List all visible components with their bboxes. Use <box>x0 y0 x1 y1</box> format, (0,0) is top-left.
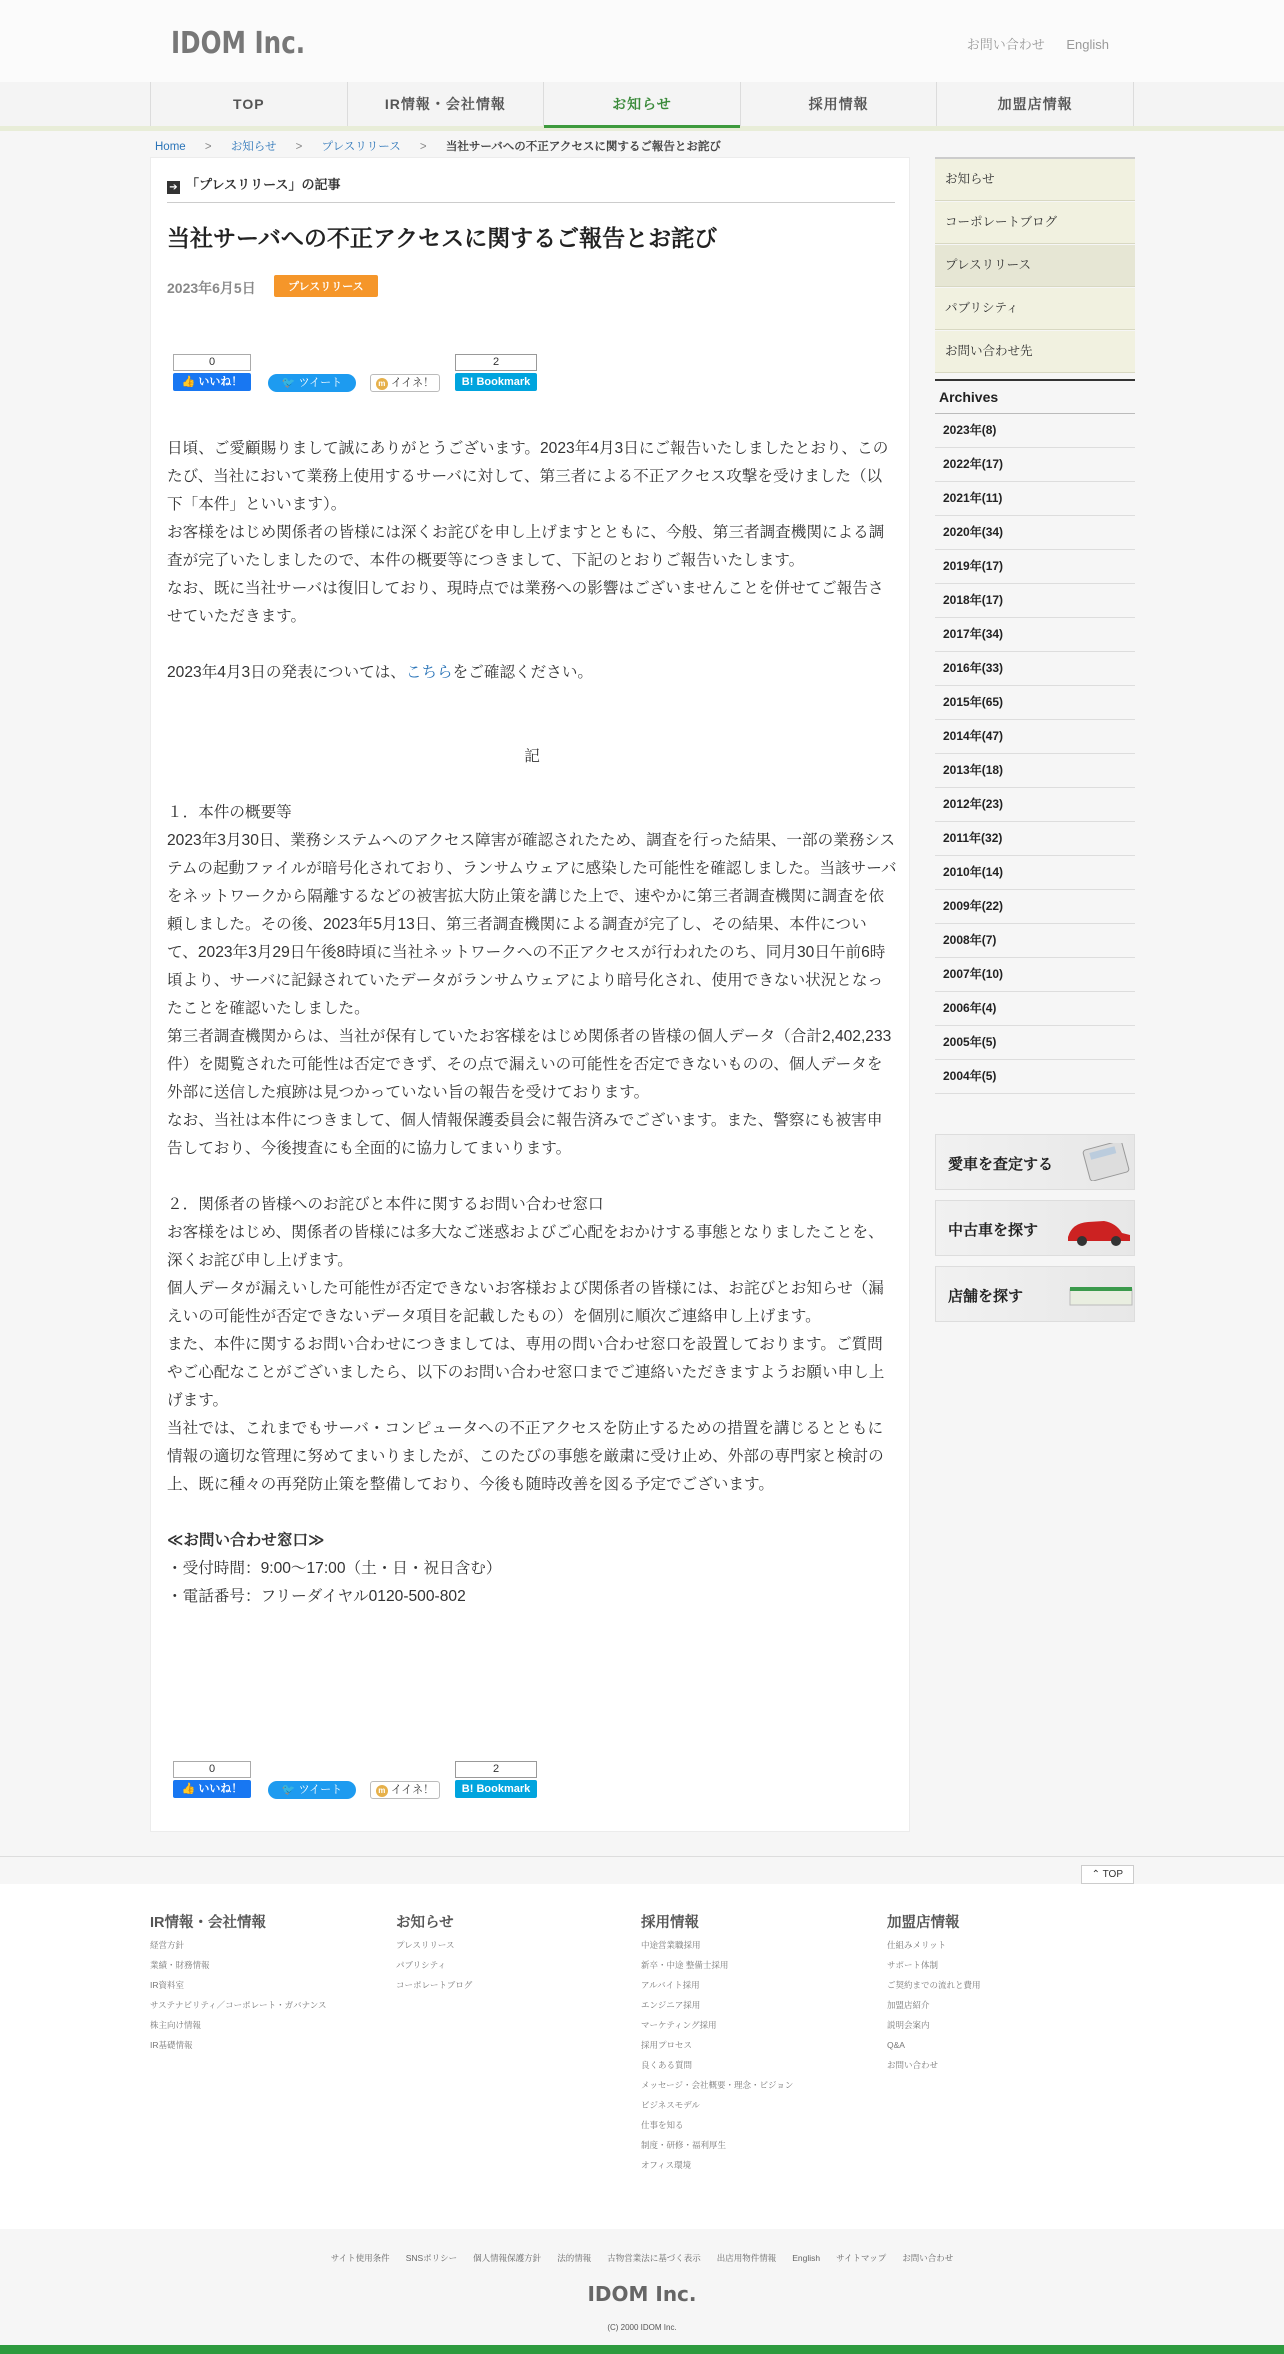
article-date: 2023年6月5日 <box>167 280 256 296</box>
archive-year[interactable]: 2013年(18) <box>935 754 1135 788</box>
ki-heading: 記 <box>524 748 540 765</box>
sidebar-item-blog[interactable]: コーポレートブログ <box>935 202 1135 244</box>
back-to-top-button[interactable]: ⌃ TOP <box>1081 1865 1134 1884</box>
footer-bottom-links <box>0 2252 1284 2264</box>
archive-year[interactable]: 2020年(34) <box>935 516 1135 550</box>
contact-hours: ・受付時間：9:00～17:00（土・日・祝日含む） <box>167 1560 502 1577</box>
footer-column <box>396 1911 636 2000</box>
category-heading <box>167 174 895 203</box>
like-button[interactable]: 👍 いいね！ <box>173 1780 251 1798</box>
facebook-like[interactable] <box>173 1761 251 1798</box>
footer-link[interactable]: プレスリリース <box>396 1940 455 1950</box>
archive-year[interactable]: 2015年(65) <box>935 686 1135 720</box>
tweet-button[interactable]: 🐦 ツイート <box>268 1781 356 1799</box>
paragraph: お客様をはじめ、関係者の皆様には多大なご迷惑およびご心配をおかけする事態となりましたことを、深くお詫び申し上げます。 <box>167 1224 884 1269</box>
breadcrumb-press[interactable]: プレスリリース <box>321 141 401 153</box>
footer-link[interactable]: 採用プロセス <box>641 2040 693 2050</box>
global-nav <box>0 82 1284 131</box>
paragraph: 当社では、これまでもサーバ・コンピュータへの不正アクセスを防止するための措置を講じるとともに情報の適切な管理に努めてまいりましたが、このたびの事態を厳粛に受け止め、外部の専門家と検討の上、既に種々の再発防止策を整備しており、今後も随時改善を図る予定でございます。 <box>167 1420 884 1493</box>
footer-link[interactable]: サポート体制 <box>887 1960 939 1970</box>
hatena-bookmark[interactable] <box>455 1761 537 1798</box>
archive-year[interactable]: 2006年(4) <box>935 992 1135 1026</box>
sidebar-item-news[interactable]: お知らせ <box>935 159 1135 201</box>
tweet-button[interactable]: 🐦 ツイート <box>268 374 356 392</box>
archive-year[interactable]: 2014年(47) <box>935 720 1135 754</box>
archive-year[interactable]: 2016年(33) <box>935 652 1135 686</box>
bookmark-count: 2 <box>455 1761 537 1778</box>
thumbs-up-icon: 👍 <box>181 1783 199 1795</box>
section-heading: １．本件の概要等 <box>167 804 292 821</box>
footer-bottom-link[interactable]: 出店用物件情報 <box>716 2253 777 2263</box>
nav-ir[interactable]: IR情報・会社情報 <box>347 82 544 126</box>
appraisal-banner[interactable]: 愛車を査定する <box>935 1134 1135 1190</box>
mixi-button[interactable]: m イイネ！ <box>370 374 440 392</box>
archive-year[interactable]: 2007年(10) <box>935 958 1135 992</box>
announcement-link[interactable]: こちら <box>405 664 453 681</box>
archive-year[interactable]: 2021年(11) <box>935 482 1135 516</box>
footer-column <box>150 1911 390 2060</box>
like-count: 0 <box>173 354 251 371</box>
footer-link[interactable]: 経営方針 <box>150 1940 185 1950</box>
breadcrumb-current: 当社サーバへの不正アクセスに関するご報告とお詫び <box>445 141 721 153</box>
footer-link[interactable]: 仕事を知る <box>641 2120 684 2130</box>
footer-bottom-link[interactable]: 古物営業法に基づく表示 <box>607 2253 701 2263</box>
english-link[interactable]: English <box>1066 37 1109 52</box>
arrow-right-icon: ➔ <box>167 181 180 194</box>
breadcrumb <box>155 138 737 154</box>
footer-link[interactable]: オフィス環境 <box>641 2160 692 2170</box>
category-label: 「プレスリリース」の記事 <box>186 177 341 192</box>
footer-link[interactable]: 新卒・中途 整備士採用 <box>641 1960 729 1970</box>
section-heading: ２．関係者の皆様へのお詫びと本件に関するお問い合わせ窓口 <box>167 1196 604 1213</box>
footer-column <box>641 1911 881 2180</box>
footer-link[interactable]: IR基礎情報 <box>150 2040 193 2050</box>
like-button[interactable]: 👍 いいね！ <box>173 373 251 391</box>
hatena-icon: B! <box>461 376 477 388</box>
footer-link[interactable]: 良くある質問 <box>641 2060 693 2070</box>
nav-news[interactable]: お知らせ <box>543 82 740 126</box>
nav-recruit[interactable]: 採用情報 <box>740 82 937 126</box>
footer-bottom <box>0 2230 1284 2345</box>
archive-year[interactable]: 2019年(17) <box>935 550 1135 584</box>
site-header <box>0 0 1284 83</box>
footer-link[interactable]: 中途営業職採用 <box>641 1940 701 1950</box>
footer-bottom-link[interactable]: サイトマップ <box>836 2253 887 2263</box>
like-count: 0 <box>173 1761 251 1778</box>
nav-franchise[interactable]: 加盟店情報 <box>936 82 1134 126</box>
footer-link[interactable]: 株主向け情報 <box>150 2020 202 2030</box>
mixi-icon: m <box>376 378 388 390</box>
footer-link[interactable]: パブリシティ <box>396 1960 446 1970</box>
share-buttons-bottom <box>173 1761 553 1801</box>
contact-phone: ・電話番号：フリーダイヤル0120-500-802 <box>167 1588 466 1605</box>
twitter-bird-icon: 🐦 <box>281 377 299 389</box>
archive-year[interactable]: 2008年(7) <box>935 924 1135 958</box>
copyright: (C) 2000 IDOM Inc. <box>607 2323 677 2332</box>
bookmark-button[interactable]: B! Bookmark <box>455 373 537 391</box>
footer <box>0 1884 1284 2229</box>
contact-link[interactable]: お問い合わせ <box>966 37 1045 52</box>
footer-link[interactable]: 加盟店紹介 <box>887 2000 930 2010</box>
footer-bottom-link[interactable]: 法的情報 <box>557 2253 592 2263</box>
footer-bottom-link[interactable]: お問い合わせ <box>902 2253 954 2263</box>
bookmark-count: 2 <box>455 354 537 371</box>
store-banner[interactable]: 店舗を探す <box>935 1266 1135 1322</box>
thumbs-up-icon: 👍 <box>181 376 199 388</box>
footer-link[interactable]: ビジネスモデル <box>641 2100 700 2110</box>
paragraph: また、本件に関するお問い合わせにつきましては、専用の問い合わせ窓口を設置しております。ご質問やご心配なことがございましたら、以下のお問い合わせ窓口までご連絡いただきますようお願い申し上げます。 <box>167 1336 885 1409</box>
footer-link[interactable]: 制度・研修・福利厚生 <box>641 2140 727 2150</box>
footer-column-title[interactable]: IR情報・会社情報 <box>150 1915 266 1931</box>
footer-link[interactable]: エンジニア採用 <box>641 2000 701 2010</box>
twitter-bird-icon: 🐦 <box>281 1784 299 1796</box>
sidebar-nav <box>935 157 1135 373</box>
footer-bottom-link[interactable]: サイト使用条件 <box>330 2253 390 2263</box>
bottom-accent-bar <box>0 2345 1284 2354</box>
paragraph: 2023年4月3日の発表については、こちらをご確認ください。 <box>167 664 594 681</box>
footer-link[interactable]: マーケティング採用 <box>641 2020 717 2030</box>
bookmark-button[interactable]: B! Bookmark <box>455 1780 537 1798</box>
archive-year[interactable]: 2017年(34) <box>935 618 1135 652</box>
chevron-up-icon: ⌃ <box>1091 1869 1103 1880</box>
footer-link[interactable]: 業績・財務情報 <box>150 1960 210 1970</box>
breadcrumb-news[interactable]: お知らせ <box>230 141 277 153</box>
archive-year[interactable]: 2023年(8) <box>935 414 1135 448</box>
breadcrumb-home[interactable]: Home <box>155 141 186 153</box>
paragraph: 2023年3月30日、業務システムへのアクセス障害が確認されたため、調査を行った結果、一部の業務システムの起動ファイルが暗号化されており、ランサムウェアに感染した可能性を確認しました。当該サーバをネットワークから隔離するなどの被害拡大防止策を講じた上で、速やかに第三者調査機関に調査を依頼しました。その後、2023年5月13日、第三者調査機関による調査が完了し、その結果、本件について、2023年3月29日午後8時頃に当社ネットワークへの不正アクセスが行われたのち、同月30日午前6時頃より、サーバに記録されていたデータがランサムウェアにより暗号化され、使用できない状況となったことを確認いたしました。 <box>167 832 897 1017</box>
archives-title: Archives <box>935 379 1135 414</box>
archive-year[interactable]: 2009年(22) <box>935 890 1135 924</box>
footer-link[interactable]: Q&A <box>887 2040 905 2050</box>
footer-link[interactable]: 仕組みメリット <box>887 1940 947 1950</box>
archive-year[interactable]: 2004年(5) <box>935 1060 1135 1094</box>
hatena-bookmark[interactable] <box>455 354 537 391</box>
archive-year[interactable]: 2005年(5) <box>935 1026 1135 1060</box>
archives <box>935 379 1135 1094</box>
article-body <box>167 435 897 1611</box>
mixi-icon: m <box>376 1785 388 1797</box>
car-icon <box>1064 1209 1134 1247</box>
footer-logo[interactable]: IDOM Inc. <box>587 2282 697 2306</box>
nav-top[interactable]: TOP <box>150 82 347 126</box>
paragraph: なお、既に当社サーバは復旧しており、現時点では業務への影響はございませんことを併せてご報告させていただきます。 <box>167 580 884 625</box>
facebook-like[interactable] <box>173 354 251 391</box>
footer-link[interactable]: アルバイト採用 <box>641 1980 700 1990</box>
site-logo[interactable]: IDOM Inc. <box>171 26 306 61</box>
sidebar-item-contact[interactable]: お問い合わせ先 <box>935 331 1135 373</box>
article-title: 当社サーバへの不正アクセスに関するご報告とお詫び <box>167 225 718 251</box>
breadcrumb-sep: > <box>204 141 212 153</box>
breadcrumb-sep: > <box>419 141 427 153</box>
footer-column-title[interactable]: 加盟店情報 <box>887 1915 960 1931</box>
paragraph: お客様をはじめ関係者の皆様には深くお詫びを申し上げますとともに、今般、第三者調査機関による調査が完了いたしましたので、本件の概要等につきまして、下記のとおりご報告いたします。 <box>167 524 885 569</box>
paragraph: 日頃、ご愛顧賜りまして誠にありがとうございます。2023年4月3日にご報告いたしましたとおり、このたび、当社において業務上使用するサーバに対して、第三者による不正アクセス攻撃を受けました（以下「本件」といいます）。 <box>167 440 889 513</box>
calculator-icon <box>1064 1143 1134 1181</box>
category-badge[interactable]: プレスリリース <box>274 275 378 297</box>
footer-column-title[interactable]: 採用情報 <box>641 1915 699 1931</box>
sidebar-item-publicity[interactable]: パブリシティ <box>935 288 1135 330</box>
footer-bottom-link[interactable]: English <box>792 2253 821 2263</box>
contact-heading: ≪お問い合わせ窓口≫ <box>167 1532 325 1549</box>
footer-link[interactable]: コーポレートブログ <box>396 1980 473 1990</box>
archive-year[interactable]: 2022年(17) <box>935 448 1135 482</box>
footer-column-title[interactable]: お知らせ <box>396 1915 454 1931</box>
footer-link[interactable]: IR資料室 <box>150 1980 185 1990</box>
archive-year[interactable]: 2010年(14) <box>935 856 1135 890</box>
article-panel <box>150 157 910 1832</box>
sidebar-item-press[interactable]: プレスリリース <box>935 245 1135 287</box>
footer-link[interactable]: メッセージ・会社概要・理念・ビジョン <box>641 2080 794 2090</box>
store-icon <box>1064 1275 1134 1313</box>
mixi-button[interactable]: m イイネ！ <box>370 1781 440 1799</box>
share-buttons-top <box>173 354 553 394</box>
archive-year[interactable]: 2011年(32) <box>935 822 1135 856</box>
hatena-icon: B! <box>461 1783 477 1795</box>
footer-bottom-link[interactable]: SNSポリシー <box>405 2253 458 2263</box>
used-car-banner[interactable]: 中古車を探す <box>935 1200 1135 1256</box>
paragraph: 第三者調査機関からは、当社が保有していたお客様をはじめ関係者の皆様の個人データ（合計2,402,233件）を閲覧された可能性は否定できず、その点で漏えいの可能性を否定できないものの、個人データを外部に送信した痕跡は見つかっていない旨の報告を受けております。 <box>167 1028 892 1101</box>
paragraph: 個人データが漏えいした可能性が否定できないお客様および関係者の皆様には、お詫びとお知らせ（漏えいの可能性が否定できないデータ項目を記載したもの）を個別に順次ご連絡申し上げます。 <box>167 1280 884 1325</box>
footer-bottom-link[interactable]: 個人情報保護方針 <box>473 2253 542 2263</box>
footer-link[interactable]: 説明会案内 <box>887 2020 930 2030</box>
footer-link[interactable]: お問い合わせ <box>887 2060 939 2070</box>
footer-link[interactable]: ご契約までの流れと費用 <box>887 1980 981 1990</box>
archive-year[interactable]: 2018年(17) <box>935 584 1135 618</box>
sidebar <box>935 157 1135 1332</box>
back-to-top-bar <box>0 1856 1284 1887</box>
breadcrumb-sep: > <box>295 141 303 153</box>
header-links <box>949 34 1109 53</box>
footer-column <box>887 1911 1127 2080</box>
footer-link[interactable]: サステナビリティ／コーポレート・ガバナンス <box>150 2000 327 2010</box>
archive-year[interactable]: 2012年(23) <box>935 788 1135 822</box>
paragraph: なお、当社は本件につきまして、個人情報保護委員会に報告済みでございます。また、警察にも被害申告しており、今後捜査にも全面的に協力してまいります。 <box>167 1112 883 1157</box>
